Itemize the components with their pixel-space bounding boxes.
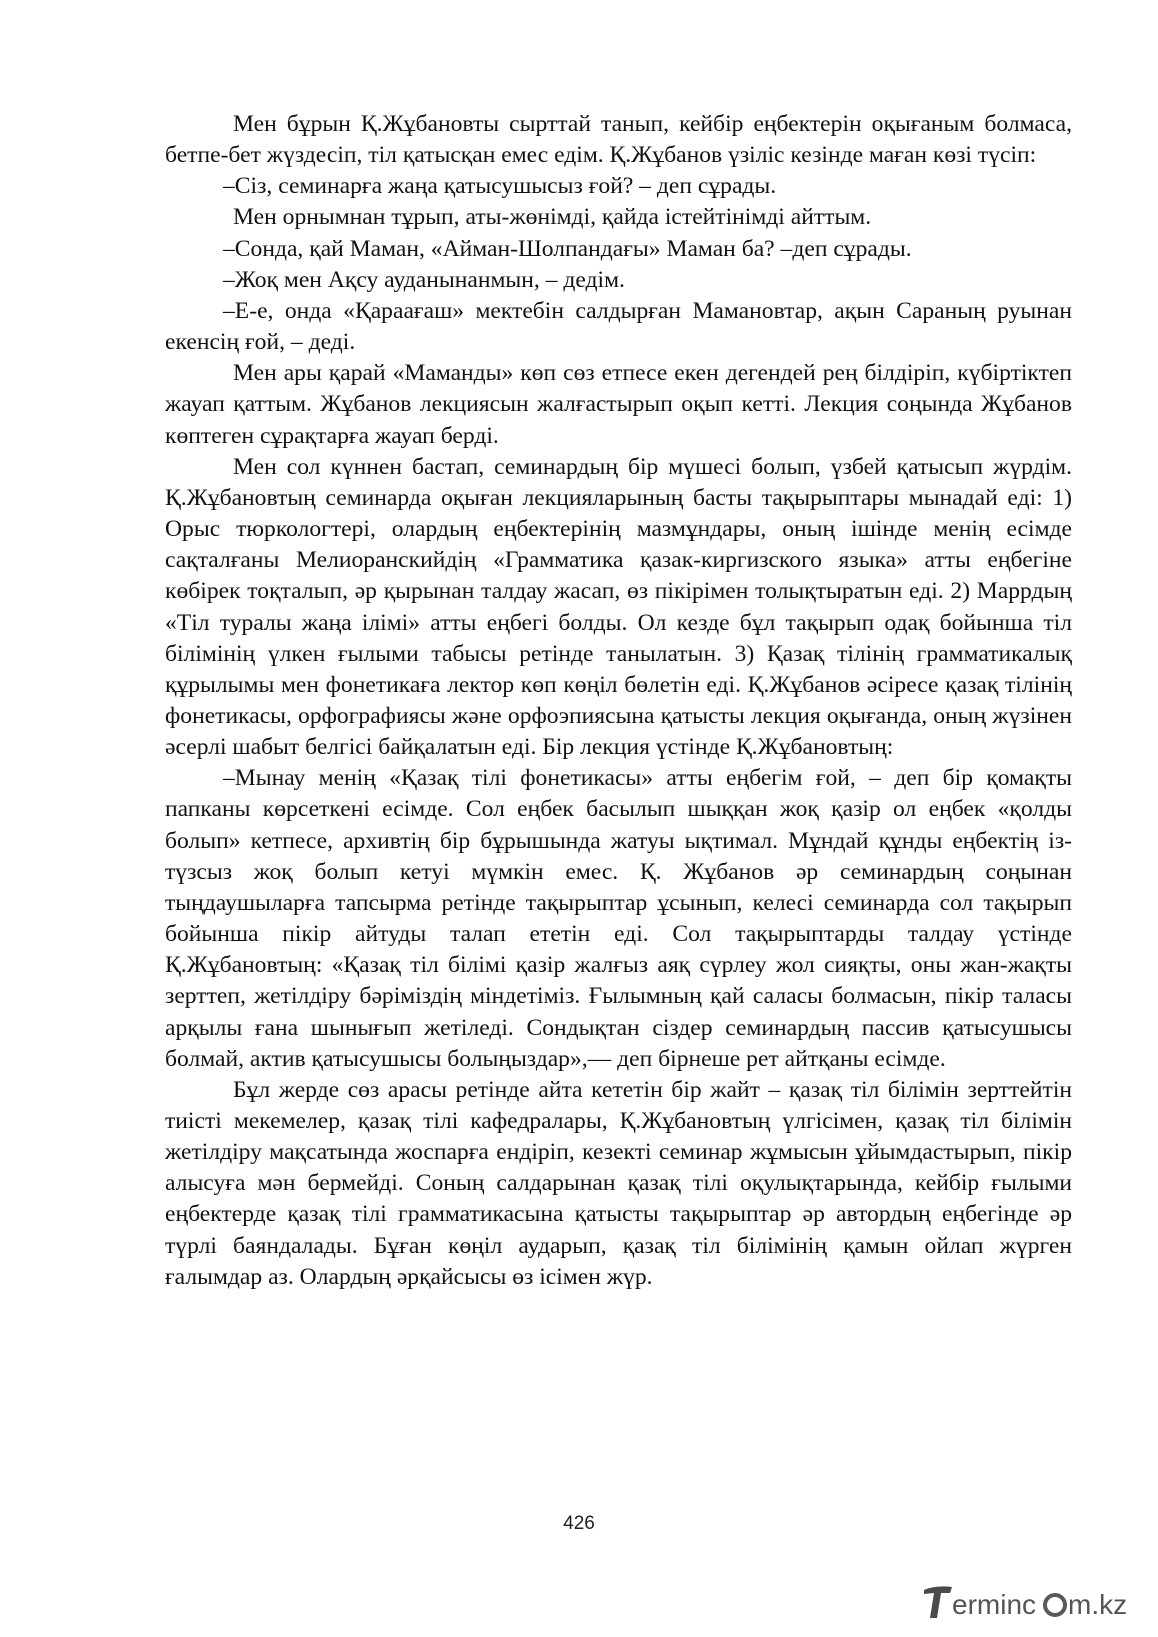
paragraph-9: –Мынау менің «Қазақ тілі фонетикасы» атты еңбегім ғой, – деп бір қомақты папканы көрсеткені есімде. Сол еңбек басылып шыққан жоқ қазір ол еңбек «қолды болып» кетпесе, архивтің бір бұрышында жатуы ықтимал. Мұндай құнды еңбектің із-түзсыз жоқ болып кетуі мүмкін емес. Қ. Жұбанов әр семинардың соңынан тыңдаушыларға тапсырма ретінде тақырыптар ұсынып, келесі семинарда сол тақырып бойынша пікір айтуды талап ететін еді. Сол тақырыптарды талдау үстінде Қ.Жұбановтың: «Қазақ тіл білімі қазір жалғыз аяқ сүрлеу жол сияқты, оны жан-жақты зерттеп, жетілдіру бәріміздің міндетіміз. Ғылымның қай саласы болмасын, пікір таласы арқылы ғана шынығып жетіледі. Сондықтан сіздер семинардың пассив қатысушысы болмай, актив қатысушысы болыңыздар»,— деп бірнеше рет айтқаны есімде.	[165, 765, 1072, 1072]
logo-text-middle: erminc	[952, 1589, 1037, 1620]
logo-text-suffix: m.kz	[1068, 1589, 1128, 1620]
paragraph-10: Бұл жерде сөз арасы ретінде айта кететін бір жайт – қазақ тіл білімін зерттейтін тиісті мекемелер, қазақ тілі кафедралары, Қ.Жұбановтың үлгісімен, қазақ тіл білімін жетілдіру мақсатында жоспарға ендіріп, кезекті семинар жұмысын ұйымдастырып, пікір алысуға мән бермейді. Соның салдарынан қазақ тілі оқулықтарында, кейбір ғылыми еңбектерде қазақ тілі грамматикасына қатысты тақырыптар әр автордың еңбегінде әр түрлі баяндалады. Бұған көңіл аударып, қазақ тіл білімінің қамын ойлап жүрген ғалымдар аз. Олардың әрқайсысы өз ісімен жүр.	[165, 1076, 1072, 1290]
body-text	[165, 109, 1072, 1293]
logo-ring-glyph	[1045, 1595, 1065, 1615]
paragraph-4: –Сонда, қай Маман, «Айман-Шолпандағы» Маман ба? –деп сұрады.	[223, 235, 912, 262]
paragraph-5: –Жоқ мен Ақсу ауданынанмын, – дедім.	[223, 266, 625, 293]
paragraph-7: Мен ары қарай «Маманды» көп сөз етпесе екен дегендей рең білдіріп, күбіртіктеп жауап қаттым. Жұбанов лекциясын жалғастырып оқып кетті. Лекция соңында Жұбанов көптеген сұрақтарға жауап берді.	[165, 360, 1072, 449]
paragraph-2: –Сіз, семинарға жаңа қатысушысыз ғой? – деп сұрады.	[223, 173, 777, 200]
page-number: 426	[563, 1513, 595, 1534]
logo-t-glyph	[924, 1586, 952, 1618]
paragraph-8: Мен сол күннен бастап, семинардың бір мүшесі болып, үзбей қатысып жүрдім. Қ.Жұбановтың семинарда оқыған лекцияларының басты тақырыптары мынадай еді: 1) Орыс тюркологтері, олардың еңбектерінің мазмұндары, оның ішінде менің есімде сақталғаны Мелиоранскийдің «Грамматика қазак-киргизского языка» атты еңбегіне көбірек тоқталып, әр қырынан талдау жасап, өз пікірімен толықтыратын еді. 2) Маррдың «Тіл туралы жаңа ілімі» атты еңбегі болды. Ол кезде бұл тақырып одақ бойынша тіл білімінің үлкен ғылыми табысы ретінде танылатын. 3) Қазақ тілінің грамматикалық құрылымы мен фонетикаға лектор көп көңіл бөлетін еді. Қ.Жұбанов әсіресе қазақ тілінің фонетикасы, орфографиясы және орфоэпиясына қатысты лекция оқығанда, оның жүзінен әсерлі шабыт белгісі байқалатын еді. Бір лекция үстінде Қ.Жұбановтың:	[165, 453, 1072, 761]
paragraph-1: Мен бұрын Қ.Жұбановты сырттай танып, кейбір еңбектерін оқығаным болмаса, бетпе-бет жүздесіп, тіл қатысқан емес едім. Қ.Жұбанов үзіліс кезінде маған көзі түсіп:	[165, 111, 1072, 169]
termincom-watermark-logo	[922, 1582, 1132, 1624]
paragraph-6: –Е-е, онда «Қараағаш» мектебін салдырған Мамановтар, ақын Сараның руынан екенсің ғой, – деді.	[165, 297, 1072, 356]
paragraph-3: Мен орнымнан тұрып, аты-жөнімді, қайда істейтінімді айттым.	[233, 204, 872, 231]
